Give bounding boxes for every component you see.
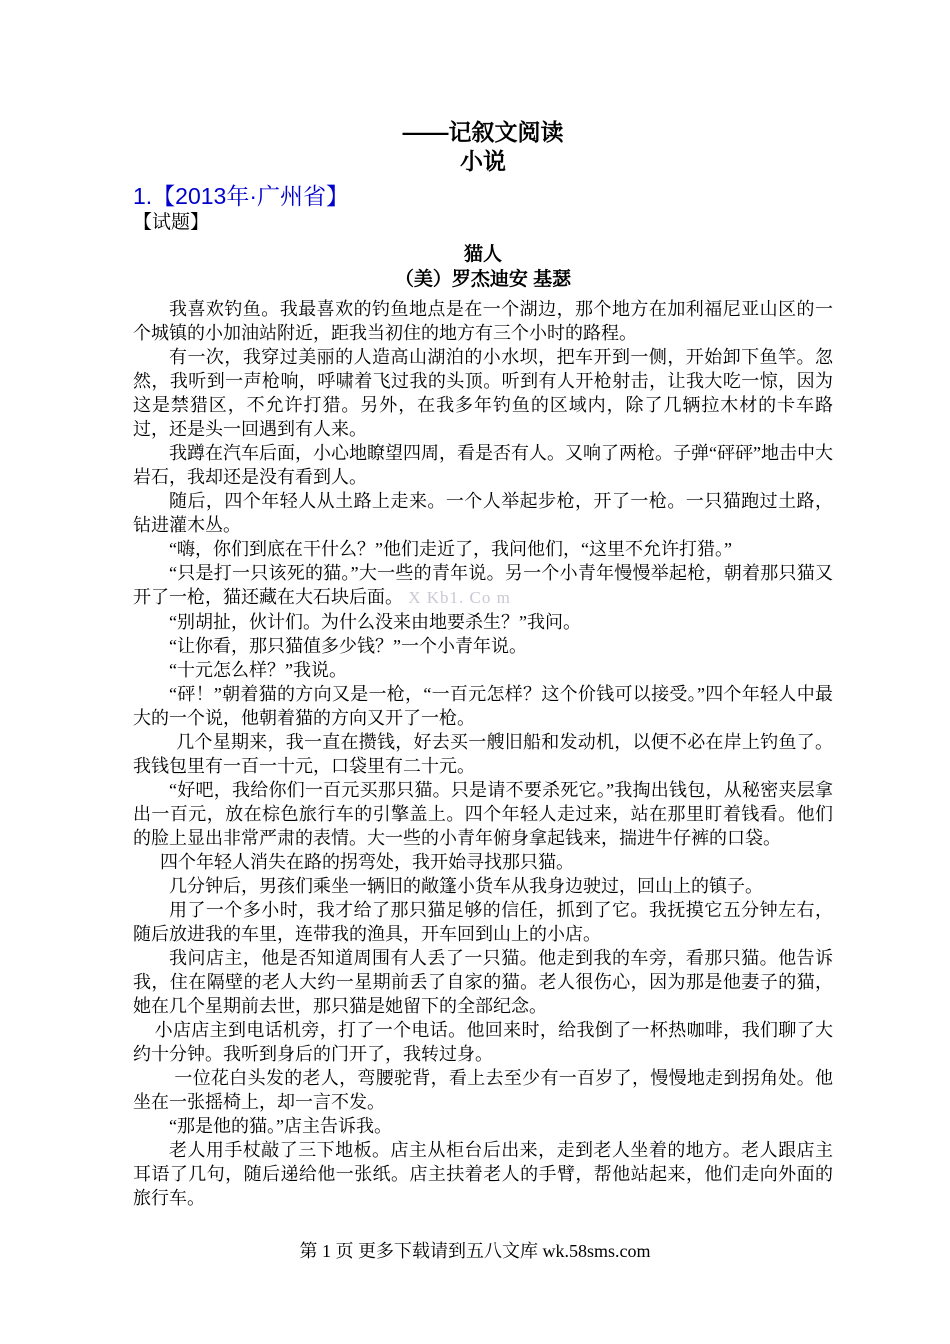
story-paragraph: “别胡扯，伙计们。为什么没来由地要杀生？”我问。 [169, 612, 581, 632]
story-paragraph: 四个年轻人消失在路的拐弯处，我开始寻找那只猫。 [160, 852, 574, 872]
article-author: （美）罗杰迪安 基瑟 [394, 269, 572, 290]
story-paragraph: “好吧，我给你们一百元买那只猫。只是请不要杀死它。”我掏出钱包，从秘密夹层拿出一百元，放在棕色旅行车的引擎盖上。四个年轻人走过来，站在那里盯着钱看。他们的脸上显出非常严肃的表情。大一些的小青年俯身拿起钱来，揣进牛仔裤的口袋。 [133, 780, 833, 848]
story-paragraph: 有一次，我穿过美丽的人造高山湖泊的小水坝，把车开到一侧，开始卸下鱼竿。忽然，我听到一声枪响，呼啸着飞过我的头顶。听到有人开枪射击，让我大吃一惊，因为这是禁猎区，不允许打猎。另外，在我多年钓鱼的区域内，除了几辆拉木材的卡车路过，还是头一回遇到有人来。 [133, 347, 833, 439]
story-paragraph: “十元怎么样？”我说。 [169, 660, 347, 680]
story-paragraph: “砰！”朝着猫的方向又是一枪，“一百元怎样？这个价钱可以接受。”四个年轻人中最大的一个说，他朝着猫的方向又开了一枪。 [133, 684, 833, 728]
story-paragraph: “只是打一只该死的猫。”大一些的青年说。另一个小青年慢慢举起枪，朝着那只猫又开了一枪，猫还藏在大石块后面。 X Kb1. Co m [133, 563, 833, 607]
story-paragraph: 一位花白头发的老人，弯腰驼背，看上去至少有一百岁了，慢慢地走到拐角处。他坐在一张摇椅上，却一言不发。 [133, 1068, 833, 1112]
story-paragraph: “让你看，那只猫值多少钱？”一个小青年说。 [169, 636, 527, 656]
story-paragraph: 几分钟后，男孩们乘坐一辆旧的敞篷小货车从我身边驶过，回山上的镇子。 [169, 876, 763, 896]
doc-title-line1: ——记叙文阅读 [402, 119, 564, 145]
story-paragraph: 我问店主，他是否知道周围有人丢了一只猫。他走到我的车旁，看那只猫。他告诉我，住在隔壁的老人大约一星期前丢了自家的猫。老人很伤心，因为那是他妻子的猫，她在几个星期前去世，那只猫是她留下的全部纪念。 [133, 948, 833, 1016]
story-paragraph: 小店店主到电话机旁，打了一个电话。他回来时，给我倒了一杯热咖啡，我们聊了大约十分钟。我听到身后的门开了，我转过身。 [133, 1020, 833, 1064]
alt-font-char: 瞭 [367, 443, 386, 463]
story-paragraph: 老人用手杖敲了三下地板。店主从柜台后出来，走到老人坐着的地方。老人跟店主耳语了几句，随后递给他一张纸。店主扶着老人的手臂，帮他站起来，他们走向外面的旅行车。 [133, 1140, 833, 1208]
story-paragraph: “嗨，你们到底在干什么？”他们走近了，我问他们，“这里不允许打猎。” [169, 539, 732, 559]
story-paragraph: “那是他的猫。”店主告诉我。 [169, 1116, 392, 1136]
site-watermark: X Kb1. Co m [403, 588, 511, 607]
story-paragraph: 用了一个多小时，我才给了那只猫足够的信任，抓到了它。我抚摸它五分钟左右，随后放进我的车里，连带我的渔具，开车回到山上的小店。 [133, 900, 833, 944]
article-body [133, 297, 833, 1210]
section-heading-year-region: 1.【2013年·广州省】 [133, 183, 350, 209]
subsection-label-shiti: 【试题】 [133, 212, 210, 233]
page-footer: 第 1 页 更多下载请到五八文库 wk.58sms.com [299, 1241, 651, 1261]
doc-title-line2: 小说 [460, 148, 506, 174]
story-paragraph: 我喜欢钓鱼。我最喜欢的钓鱼地点是在一个湖边，那个地方在加利福尼亚山区的一个城镇的小加油站附近，距我当初住的地方有三个小时的路程。 [133, 299, 833, 343]
article-title: 猫人 [463, 244, 502, 265]
story-paragraph: 我蹲在汽车后面，小心地瞭望四周，看是否有人。又响了两枪。子弹“砰砰”地击中大岩石，我却还是没有看到人。 [133, 443, 834, 487]
story-paragraph: 随后，四个年轻人从土路上走来。一个人举起步枪，开了一枪。一只猫跑过土路，钻进灌木丛。 [133, 491, 833, 535]
story-paragraph: 几个星期来，我一直在攒钱，好去买一艘旧船和发动机，以便不必在岸上钓鱼了。我钱包里有一百一十元，口袋里有二十元。 [133, 732, 833, 776]
